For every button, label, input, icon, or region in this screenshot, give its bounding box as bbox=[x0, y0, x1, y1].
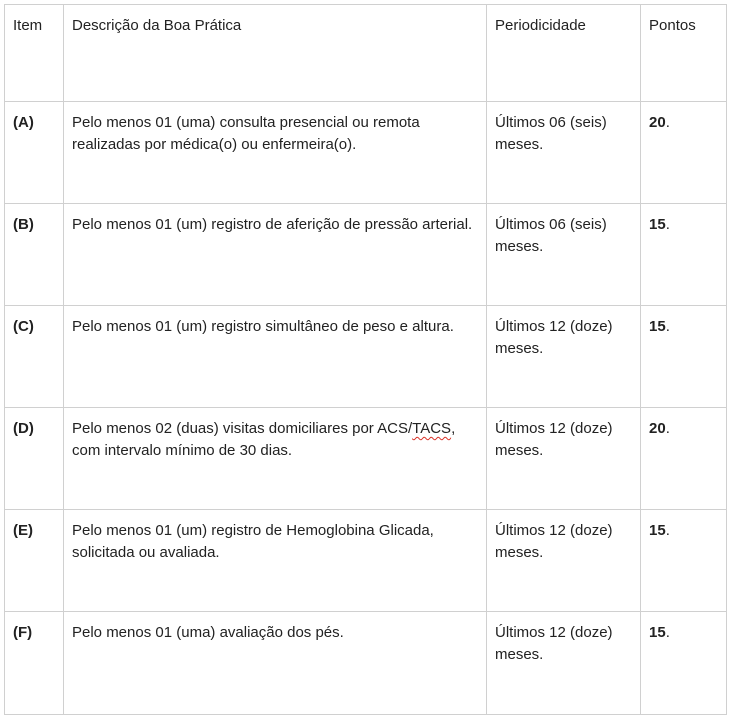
periodicidade-cell: Últimos 12 (doze) meses. bbox=[487, 510, 641, 612]
item-cell: (C) bbox=[5, 306, 64, 408]
periodicidade-cell: Últimos 12 (doze) meses. bbox=[487, 306, 641, 408]
pontos-suffix: . bbox=[665, 318, 670, 335]
periodicidade-cell: Últimos 06 (seis) meses. bbox=[487, 204, 641, 306]
header-pontos: Pontos bbox=[641, 5, 727, 102]
descricao-cell: Pelo menos 01 (um) registro de aferição de pressão arterial. bbox=[64, 204, 487, 306]
pontos-value: 15 bbox=[649, 318, 666, 335]
periodicidade-cell: Últimos 06 (seis) meses. bbox=[487, 102, 641, 204]
pontos-suffix: . bbox=[665, 216, 670, 233]
pontos-value: 15 bbox=[649, 216, 666, 233]
item-cell: (E) bbox=[5, 510, 64, 612]
table-row bbox=[5, 408, 727, 510]
pontos-cell bbox=[641, 408, 727, 510]
descricao-cell: Pelo menos 01 (um) registro de Hemoglobina Glicada, solicitada ou avaliada. bbox=[64, 510, 487, 612]
table-header-row bbox=[5, 5, 727, 102]
table-row bbox=[5, 612, 727, 715]
table-row bbox=[5, 510, 727, 612]
table-row bbox=[5, 204, 727, 306]
pontos-cell bbox=[641, 306, 727, 408]
descricao-cell: Pelo menos 01 (uma) consulta presencial ou remota realizadas por médica(o) ou enfermeira(o). bbox=[64, 102, 487, 204]
pontos-value: 15 bbox=[649, 522, 666, 539]
boas-praticas-table bbox=[4, 4, 727, 715]
pontos-cell bbox=[641, 102, 727, 204]
item-cell: (A) bbox=[5, 102, 64, 204]
pontos-cell bbox=[641, 510, 727, 612]
pontos-suffix: . bbox=[665, 420, 670, 437]
descricao-text-post: , com intervalo mínimo de 30 dias. bbox=[72, 420, 456, 459]
descricao-cell bbox=[64, 408, 487, 510]
item-cell: (D) bbox=[5, 408, 64, 510]
pontos-cell bbox=[641, 204, 727, 306]
pontos-value: 20 bbox=[649, 114, 666, 131]
table-row bbox=[5, 102, 727, 204]
pontos-suffix: . bbox=[665, 114, 670, 131]
table-row bbox=[5, 306, 727, 408]
descricao-text-pre: Pelo menos 02 (duas) visitas domiciliares por ACS/ bbox=[72, 420, 413, 437]
periodicidade-cell: Últimos 12 (doze) meses. bbox=[487, 612, 641, 715]
pontos-cell bbox=[641, 612, 727, 715]
pontos-suffix: . bbox=[665, 624, 670, 641]
item-cell: (B) bbox=[5, 204, 64, 306]
descricao-cell: Pelo menos 01 (uma) avaliação dos pés. bbox=[64, 612, 487, 715]
periodicidade-cell: Últimos 12 (doze) meses. bbox=[487, 408, 641, 510]
descricao-cell: Pelo menos 01 (um) registro simultâneo de peso e altura. bbox=[64, 306, 487, 408]
pontos-suffix: . bbox=[665, 522, 670, 539]
pontos-value: 20 bbox=[649, 420, 666, 437]
header-periodicidade: Periodicidade bbox=[487, 5, 641, 102]
item-cell: (F) bbox=[5, 612, 64, 715]
header-item: Item bbox=[5, 5, 64, 102]
spellcheck-flagged-word: TACS bbox=[412, 420, 452, 437]
pontos-value: 15 bbox=[649, 624, 666, 641]
header-descricao: Descrição da Boa Prática bbox=[64, 5, 487, 102]
